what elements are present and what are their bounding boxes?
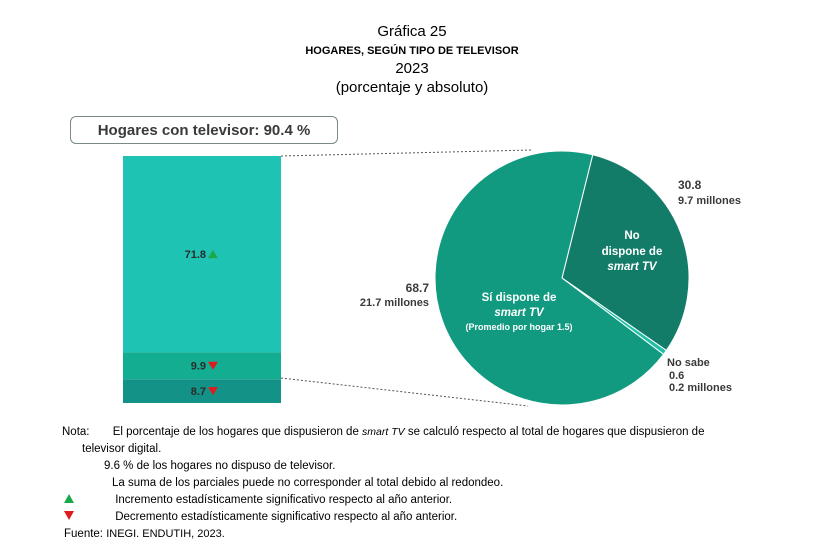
note-text-up: Incremento estadísticamente significativo respecto al año anterior. xyxy=(115,494,453,506)
note-line-3: La suma de los parciales puede no corresponder al total debido al redondeo. xyxy=(112,477,504,489)
bar-label-2: 71.8 xyxy=(184,249,206,262)
note-label: Nota: xyxy=(62,426,90,438)
label-no-sabe: No sabe xyxy=(667,357,710,369)
notes-section xyxy=(62,424,782,543)
note-text-down: Decremento estadísticamente significativo respecto al año anterior. xyxy=(115,511,458,523)
note-line-2: 9.6 % de los hogares no dispuso de televisor. xyxy=(104,460,336,472)
slice-label-no-dispone-3: smart TV xyxy=(607,261,657,273)
note-line-1 xyxy=(62,424,782,441)
note-line-down xyxy=(62,509,782,526)
note-text-1a: El porcentaje de los hogares que dispusieron de xyxy=(112,426,363,438)
absolute-si-dispone: 21.7 millones xyxy=(359,297,429,309)
households-with-tv-box: Hogares con televisor: 90.4 % xyxy=(70,116,338,144)
slice-label-si-dispone-1: Sí dispone de xyxy=(481,292,557,304)
down-triangle-icon xyxy=(64,511,74,520)
slice-label-no-dispone-1: No xyxy=(624,230,640,242)
note-text-1b: se calculó respecto al total de hogares que dispusieron de xyxy=(404,426,705,438)
value-no-sabe: 0.6 xyxy=(669,370,685,382)
source-label: Fuente: xyxy=(64,528,103,540)
note-text-1em: smart TV xyxy=(362,426,405,438)
slice-label-si-dispone-3: (Promedio por hogar 1.5) xyxy=(465,322,573,332)
chart-title: HOGARES, SEGÚN TIPO DE TELEVISOR xyxy=(305,45,519,57)
note-line-up xyxy=(62,492,782,509)
bar-label-0: 8.7 xyxy=(190,386,206,399)
absolute-no-sabe: 0.2 millones xyxy=(669,382,732,394)
chart-year: 2023 xyxy=(395,60,429,77)
pie-chart xyxy=(360,151,741,405)
source-line xyxy=(62,526,782,543)
stacked-bar xyxy=(123,156,281,403)
absolute-no-dispone: 9.7 millones xyxy=(678,195,741,207)
bar-label-1: 9.9 xyxy=(190,360,206,373)
value-no-dispone: 30.8 xyxy=(678,178,702,192)
source-text: INEGI. ENDUTIH, 2023. xyxy=(106,528,225,540)
slice-label-si-dispone-2: smart TV xyxy=(494,307,544,319)
note-line-1-cont: televisor digital. xyxy=(82,443,162,455)
connector-top xyxy=(281,150,532,156)
figure-number: Gráfica 25 xyxy=(377,23,447,40)
chart-subtitle: (porcentaje y absoluto) xyxy=(335,79,489,96)
slice-label-no-dispone-2: dispone de xyxy=(601,246,663,258)
up-triangle-icon xyxy=(64,494,74,503)
value-si-dispone: 68.7 xyxy=(405,281,429,295)
